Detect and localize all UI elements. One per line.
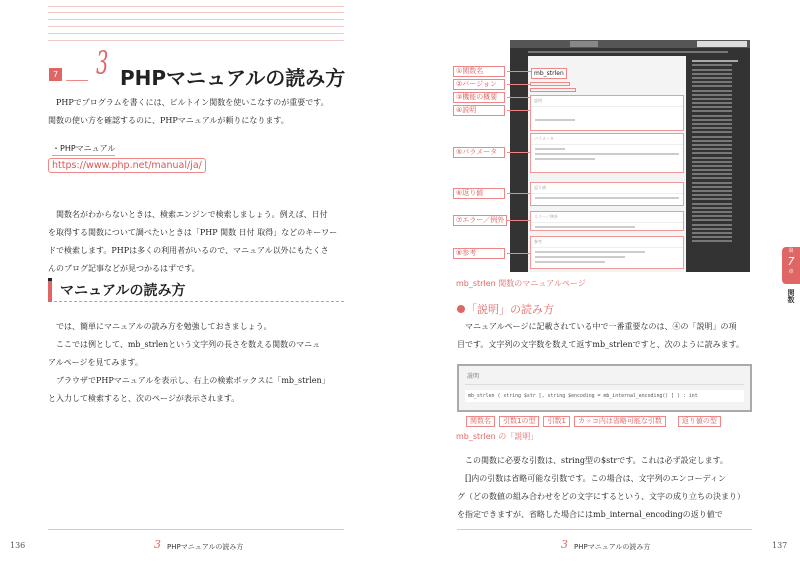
sidebar-item: [692, 73, 732, 75]
text-line: 関数の使い方を確認するのに、PHPマニュアルが頼りになります。: [48, 116, 289, 125]
sidebar-item: [692, 182, 732, 184]
sidebar-item: [692, 131, 732, 133]
footer-section-number: 3: [561, 538, 568, 551]
label-optional-args: カッコ内は省略可能な引数: [574, 416, 666, 427]
description-box-title: 説明: [467, 373, 480, 380]
text-line: PHPでプログラムを書くには、ビルトイン関数を使いこなすのが重要です。: [56, 98, 329, 107]
sidebar-item: [692, 148, 732, 150]
label-return: ⑥返り値: [453, 188, 505, 199]
text-line: ここでは例として、mb_strlenという文字列の長さを数える関数のマニュ: [56, 340, 321, 349]
ruled-line: [48, 12, 344, 13]
text-line: ブラウザでPHPマニュアルを表示し、右上の検索ボックスに「mb_strlen」: [56, 376, 330, 385]
sidebar-item: [692, 157, 732, 159]
thumb-chapter: 7: [787, 255, 795, 268]
sidebar-item: [692, 106, 732, 108]
screenshot-section-header: 説明: [531, 96, 683, 107]
thumb-prefix: 第: [788, 248, 794, 254]
screenshot-section-header: 返り値: [531, 183, 683, 194]
sidebar-item: [692, 64, 732, 66]
sidebar-item: [692, 228, 732, 230]
screenshot-text-placeholder: [535, 261, 605, 263]
ruled-line: [48, 19, 344, 20]
figure-caption-2: mb_strlen の「説明」: [456, 432, 539, 441]
leader-line: [507, 97, 530, 98]
text-line: と入力して検索すると、次のページが表示されます。: [48, 394, 240, 403]
sidebar-item: [692, 123, 732, 125]
label-function-name-2: 関数名: [466, 416, 495, 427]
leader-line: [507, 152, 530, 153]
sidebar-item: [692, 177, 732, 179]
sidebar-item: [692, 203, 732, 205]
sidebar-item: [692, 115, 732, 117]
screenshot-sidebar: [692, 58, 738, 244]
chapter-badge: 7: [49, 68, 62, 81]
screenshot-summary: [530, 88, 576, 92]
sidebar-item: [692, 90, 732, 92]
screenshot-section-see-also: [530, 236, 684, 269]
sidebar-item: [692, 94, 732, 96]
text-line: 関数名がわからないときは、検索エンジンで検索しましょう。例えば、日付: [56, 210, 328, 219]
sidebar-item: [692, 110, 732, 112]
chapter-thumb-tab[interactable]: [782, 247, 800, 284]
text-line: では、簡単にマニュアルの読み方を勉強しておきましょう。: [56, 322, 272, 331]
sidebar-item: [692, 119, 732, 121]
screenshot-version: [530, 82, 570, 86]
sidebar-item: [692, 140, 732, 142]
sidebar-item: [692, 198, 732, 200]
screenshot-section-header: 参考: [531, 237, 683, 248]
ruled-line: [48, 33, 344, 34]
ruled-line: [48, 6, 344, 7]
text-line: グ（どの数値の組み合わせをどの文字にするという、文字の成り立ちの決まり）: [457, 492, 745, 501]
heading-underline: [54, 301, 344, 302]
sidebar-item: [692, 194, 732, 196]
manual-url-link[interactable]: https://www.php.net/manual/ja/: [48, 158, 206, 173]
screenshot-text-placeholder: [535, 197, 679, 199]
label-arg1: 引数1: [543, 416, 569, 427]
sidebar-item: [692, 207, 732, 209]
sidebar-item: [692, 219, 732, 221]
footer-rule: [457, 529, 752, 530]
leader-line: [507, 110, 530, 111]
screenshot-text-placeholder: [535, 226, 635, 228]
sidebar-item: [692, 215, 732, 217]
screenshot-signature-placeholder: [535, 110, 679, 116]
label-see-also: ⑧参考: [453, 248, 505, 259]
sidebar-item: [692, 69, 732, 71]
leader-line: [507, 84, 530, 85]
sidebar-item: [692, 77, 732, 79]
section-heading: マニュアルの読み方: [60, 283, 186, 299]
sidebar-item: [692, 136, 732, 138]
leader-line: [507, 193, 530, 194]
screenshot-text-placeholder: [535, 256, 625, 258]
sidebar-item: [692, 236, 732, 238]
sidebar-item: [692, 152, 732, 154]
page-title: PHPマニュアルの読み方: [120, 66, 346, 90]
sidebar-item: [692, 173, 732, 175]
ruled-line: [48, 26, 344, 27]
leader-line: [507, 220, 530, 221]
sidebar-item: [692, 144, 732, 146]
screenshot-section-errors: [530, 211, 684, 231]
subheading: 「説明」の読み方: [466, 303, 554, 316]
leader-line: [507, 71, 531, 72]
label-description: ④説明: [453, 105, 505, 116]
screenshot-text-placeholder: [535, 148, 565, 150]
screenshot-section-description: [530, 95, 684, 131]
screenshot-nav-bar: [510, 40, 750, 48]
title-rule: [66, 80, 88, 81]
screenshot-search-box: [697, 41, 747, 47]
sidebar-item: [692, 81, 732, 83]
screenshot-section-return: [530, 182, 684, 206]
sidebar-item: [692, 98, 732, 100]
leader-line: [507, 253, 530, 254]
sidebar-item: [692, 102, 732, 104]
sidebar-heading: [692, 60, 738, 62]
sidebar-item: [692, 85, 732, 87]
sidebar-item: [692, 127, 732, 129]
sidebar-item: [692, 165, 732, 167]
label-parameters: ⑤パラメータ: [453, 147, 505, 158]
label-function-name: ①関数名: [453, 66, 505, 77]
screenshot-section-header: パラメータ: [531, 134, 683, 145]
footer-title: PHPマニュアルの読み方: [574, 543, 651, 551]
description-box-divider: [465, 384, 744, 385]
heading-bar: [48, 278, 52, 302]
chapter-thumb-title: 関数: [787, 289, 795, 303]
nav-tab-active: [570, 41, 598, 47]
text-line: []内の引数は省略可能な引数です。この場合は、文字列のエンコーディン: [465, 474, 726, 483]
footer-title: PHPマニュアルの読み方: [167, 543, 244, 551]
footer-section-number: 3: [154, 538, 161, 551]
signature-labels: [466, 416, 721, 427]
text-line: ドで検索します。PHPは多くの利用者がいるので、マニュアル以外にもたくさ: [48, 246, 329, 255]
sidebar-item: [692, 190, 732, 192]
link-label: ・PHPマニュアル: [52, 143, 115, 156]
sidebar-item: [692, 240, 732, 242]
figure-caption: mb_strlen 関数のマニュアルページ: [456, 279, 586, 288]
screenshot-breadcrumb: [528, 51, 728, 53]
description-paragraph: [457, 318, 757, 354]
sidebar-item: [692, 169, 732, 171]
intro-paragraph: [48, 94, 348, 130]
sidebar-item: [692, 224, 732, 226]
arguments-paragraph: [457, 452, 757, 524]
thumb-suffix: 章: [788, 269, 794, 275]
label-arg1-type: 引数1の型: [499, 416, 539, 427]
footer-rule: [48, 529, 344, 530]
heading-bar-cap: [48, 278, 52, 281]
label-version: ②バージョン: [453, 79, 505, 90]
label-errors: ⑦エラー／例外: [453, 215, 507, 226]
search-paragraph: [48, 206, 348, 278]
screenshot-text-placeholder: [535, 158, 595, 160]
label-return-type: 返り値の型: [678, 416, 721, 427]
section-number: 3: [96, 44, 109, 82]
text-line: この関数に必要な引数は、string型の$strです。これは必ず設定します。: [465, 456, 728, 465]
screenshot-section-header: エラー／例外: [531, 212, 683, 223]
text-line: を指定できますが、省略した場合にはmb_internal_encodingの返り値で: [457, 510, 723, 519]
page-number: 136: [10, 541, 26, 550]
manual-paragraph: [48, 318, 348, 408]
ruled-line: [48, 40, 344, 41]
text-line: アルページを見てみます。: [48, 358, 143, 367]
description-box: [457, 364, 752, 412]
screenshot-section-parameters: [530, 133, 684, 173]
label-summary: ③機能の概要: [453, 92, 505, 103]
heading-bullet-icon: [457, 305, 465, 313]
text-line: んのブログ記事などが見つかるはずです。: [48, 264, 200, 273]
sidebar-item: [692, 232, 732, 234]
text-line: 目です。文字列の文字数を数えて返すmb_strlenですと、次のように読みます。: [457, 340, 745, 349]
screenshot-text-placeholder: [535, 153, 679, 155]
screenshot-function-name: mb_strlen: [531, 68, 567, 79]
sidebar-item: [692, 211, 732, 213]
screenshot-text-placeholder: [535, 251, 645, 253]
page-number: 137: [772, 541, 788, 550]
function-signature: mb_strlen ( string $str [, string $encoding = mb_internal_encoding() ] ) : int: [465, 390, 744, 402]
text-line: マニュアルページに記載されている中で一番重要なのは、④の「説明」の項: [465, 322, 737, 331]
screenshot-text-placeholder: [535, 119, 575, 121]
sidebar-item: [692, 161, 732, 163]
sidebar-item: [692, 186, 732, 188]
text-line: を取得する関数について調べたいときは「PHP 関数 日付 取得」などのキーワー: [48, 228, 338, 237]
